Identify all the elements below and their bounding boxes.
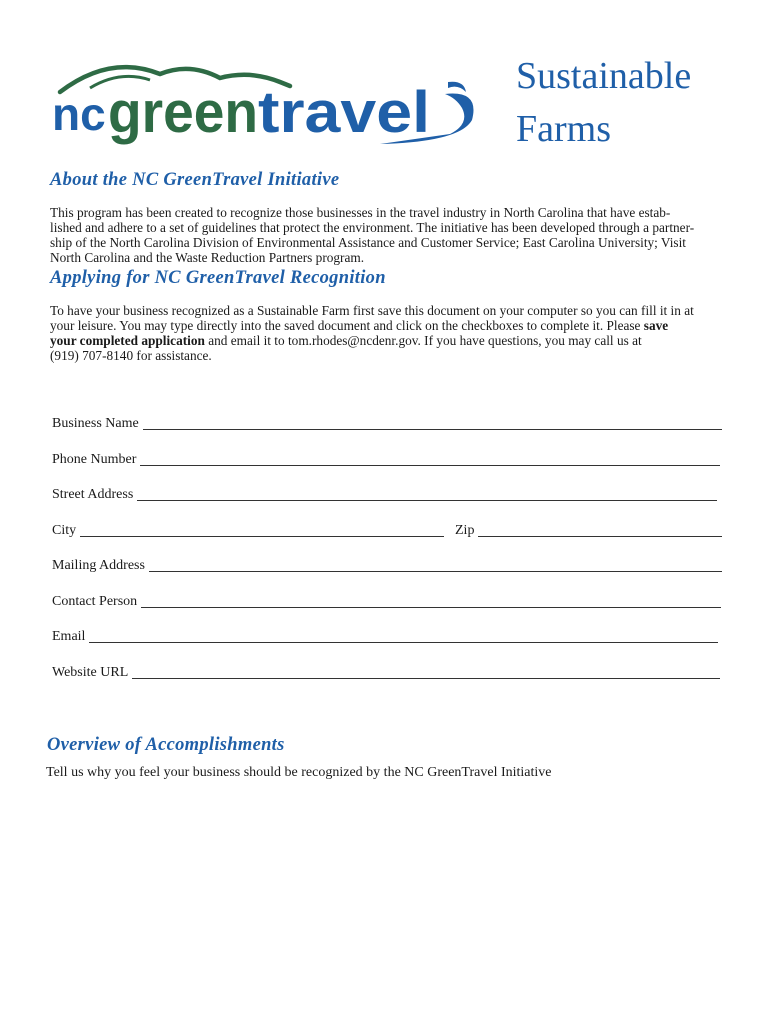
about-line-2: lished and adhere to a set of guidelines that protect the environment. The initiative has been developed through a partner- — [50, 220, 695, 235]
phone-number-field — [52, 448, 720, 468]
street-address-label: Street Address — [52, 487, 134, 502]
contact-person-label: Contact Person — [52, 594, 138, 609]
email-label: Email — [52, 629, 86, 644]
document-title-line1: Sustainable — [516, 55, 692, 97]
overview-prompt: Tell us why you feel your business should be recognized by the NC GreenTravel Initiative — [46, 765, 552, 780]
email-field — [52, 625, 718, 645]
mailing-address-field — [52, 554, 722, 574]
business-name-field — [52, 412, 722, 432]
business-name-input[interactable] — [143, 429, 722, 430]
website-url-label: Website URL — [52, 665, 129, 680]
zip-field — [455, 519, 722, 539]
city-input[interactable] — [80, 536, 444, 537]
zip-input[interactable] — [478, 536, 722, 537]
overview-heading: Overview of Accomplishments — [47, 735, 285, 755]
zip-label: Zip — [455, 523, 475, 538]
about-paragraph — [50, 205, 725, 265]
ncgreentravel-logo — [50, 52, 490, 152]
about-line-3: ship of the North Carolina Division of Environmental Assistance and Customer Service; East Carolina University; Visit — [50, 235, 686, 250]
mailing-address-input[interactable] — [149, 571, 722, 572]
mailing-address-label: Mailing Address — [52, 558, 145, 573]
website-url-input[interactable] — [132, 678, 720, 679]
applying-line-4: (919) 707-8140 for assistance. — [50, 348, 212, 363]
about-line-4: North Carolina and the Waste Reduction Partners program. — [50, 250, 365, 265]
logo-travel: travel — [258, 80, 430, 145]
about-line-1: This program has been created to recognize those businesses in the travel industry in North Carolina that have estab- — [50, 205, 671, 220]
applying-save-bold: save — [643, 318, 669, 333]
street-address-input[interactable] — [137, 500, 717, 501]
applying-paragraph — [50, 303, 725, 363]
applying-line-2 — [50, 318, 725, 333]
applying-line-3-text: and email it to tom.rhodes@ncdenr.gov. If you have questions, you may call us at — [204, 333, 642, 348]
contact-person-input[interactable] — [141, 607, 721, 608]
city-field — [52, 519, 444, 539]
document-title-line2: Farms — [516, 108, 611, 150]
logo-nc: nc — [52, 88, 106, 140]
website-url-field — [52, 661, 720, 681]
email-input[interactable] — [89, 642, 718, 643]
applying-completed-bold: your completed application — [50, 333, 205, 348]
business-name-label: Business Name — [52, 416, 139, 431]
applying-line-3 — [50, 333, 725, 348]
applying-line-2-text: your leisure. You may type directly into the saved document and click on the checkboxes to complete it. Please — [50, 318, 644, 333]
contact-person-field — [52, 590, 721, 610]
applying-line-1: To have your business recognized as a Sustainable Farm first save this document on your computer so you can fill it in at — [50, 303, 694, 318]
about-heading: About the NC GreenTravel Initiative — [50, 170, 340, 190]
phone-number-input[interactable] — [140, 465, 720, 466]
logo-green: green — [108, 80, 258, 145]
street-address-field — [52, 483, 717, 503]
document-title — [516, 50, 756, 156]
phone-number-label: Phone Number — [52, 452, 137, 467]
applying-heading: Applying for NC GreenTravel Recognition — [50, 268, 386, 288]
city-label: City — [52, 523, 77, 538]
